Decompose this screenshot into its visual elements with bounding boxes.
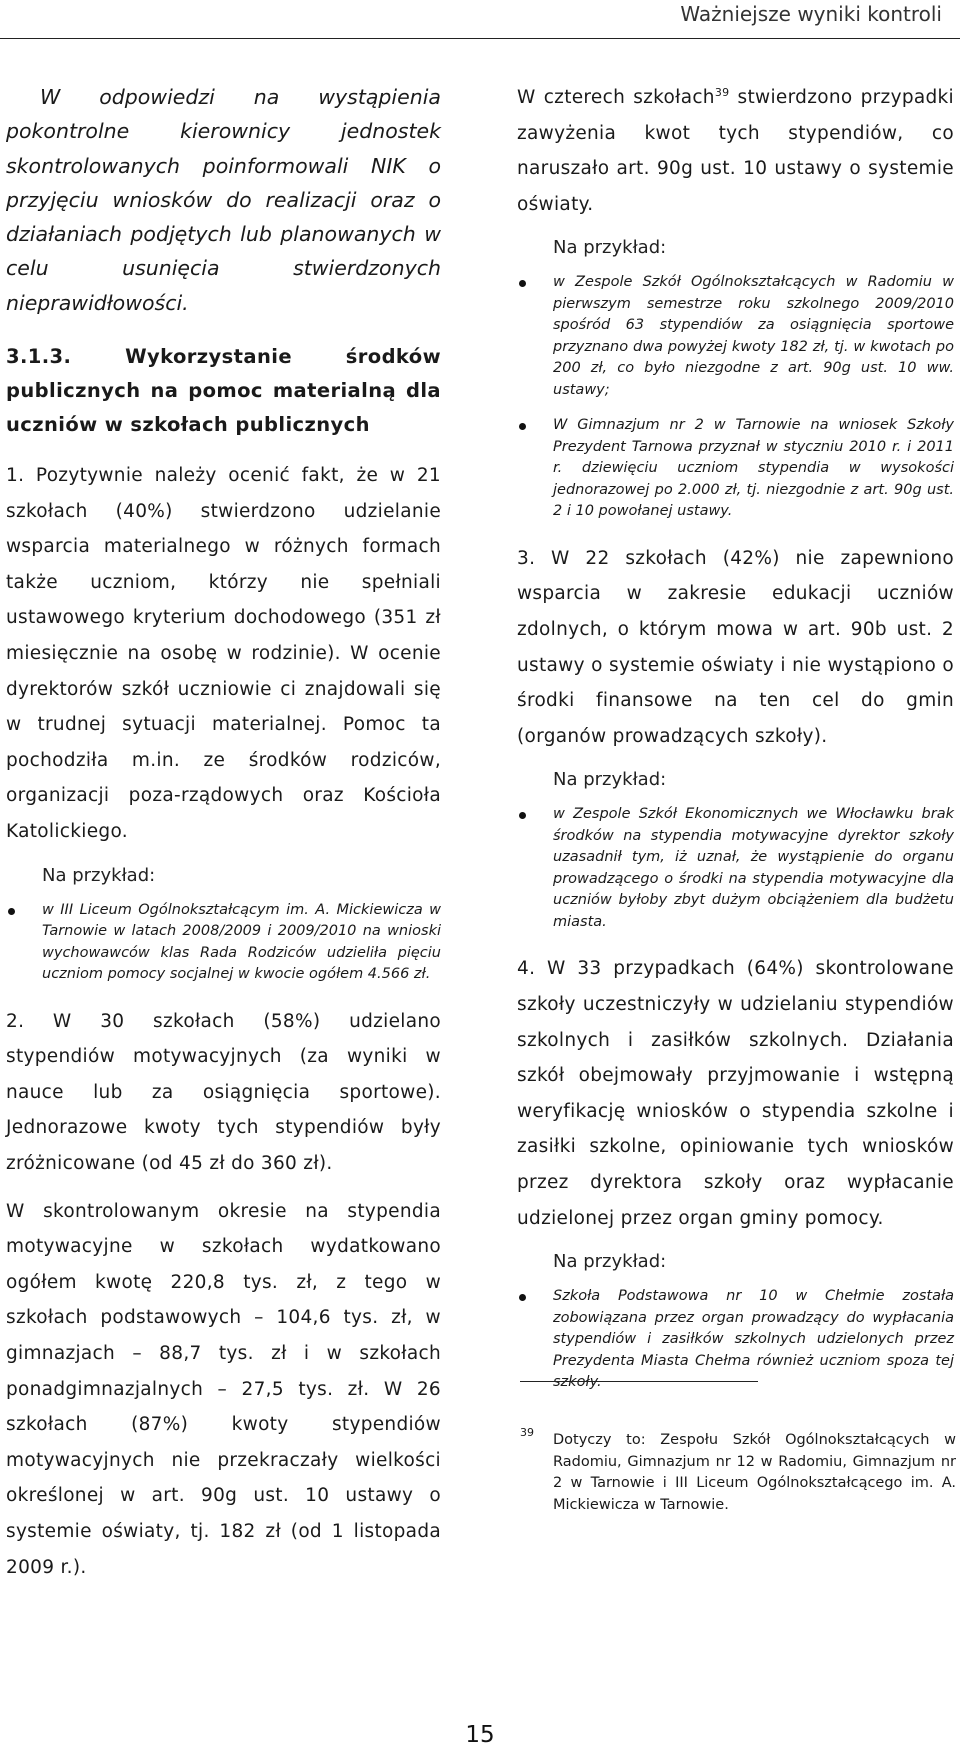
right-column (517, 80, 954, 1412)
footnote-text: Dotyczy to: Zespołu Szkół Ogólnokształcących w Radomiu, Gimnazjum nr 12 w Radomiu, Gimnazjum nr 2 w Tarnowie i III Liceum Ogólnokształcącego im. A. Mickiewicza w Tarnowie. (553, 1432, 956, 1513)
footnote-number: 39 (520, 1426, 534, 1439)
paragraph-4: 3. W 22 szkołach (42%) nie zapewniono wsparcia w zakresie edukacji uczniów zdolnych, o którym mowa w art. 90b ust. 2 ustawy o systemie oświaty i nie wystąpiono o środki finansowe na ten cel do gmin (organów prowadzących szkoły). (517, 547, 954, 747)
bullet-icon (519, 812, 526, 819)
bullet-icon (8, 908, 15, 915)
paragraph-1: 1. Pozytywnie należy ocenić fakt, że w 21 szkołach (40%) stwierdzono udzielanie wsparcia materialnego w różnych formach także uczniom, którzy nie spełniali ustawowego kryterium dochodowego (351 zł miesięcznie na osobę w rodzinie). W ocenie dyrektorów szkół uczniowie ci znajdowali się w trudnej sytuacji materialnej. Pomoc ta pochodziła m.in. ze środków rodziców, organizacji poza-rządowych oraz Kościoła Katolickiego. (6, 465, 441, 843)
example-item (517, 415, 954, 523)
example-list (517, 1286, 954, 1394)
example-item (6, 900, 441, 986)
example-item-text: w III Liceum Ogólnokształcącym im. A. Mickiewicza w Tarnowie w latach 2008/2009 i 2009/2010 na wnioski wychowawców klas Rada Rodziców udzieliła pięciu uczniom pomocy socjalnej w kwocie ogółem 4.566 zł. (42, 901, 441, 983)
lead-paragraph: W odpowiedzi na wystąpienia pokontrolne kierownicy jednostek skontrolowanych poinformowali NIK o przyjęciu wniosków do realizacji oraz o działaniach podjętych lub planowanych w celu usunięcia stwierdzonych nieprawidłowości. (6, 85, 441, 315)
example-list (517, 804, 954, 933)
left-column (6, 80, 441, 1597)
footnote-separator (520, 1381, 758, 1382)
example-item-text: W Gimnazjum nr 2 w Tarnowie na wniosek Szkoły Prezydent Tarnowa przyznał w styczniu 2010 r. i 2011 r. dziewięciu uczniom stypendia w wysokości jednorazowej po 2.000 zł, tj. niezgodnie z art. 90g ust. 2 i 10 powołanej ustawy. (553, 417, 954, 520)
header-rule (0, 38, 960, 39)
example-list (517, 272, 954, 523)
paragraph-2: 2. W 30 szkołach (58%) udzielano stypendiów motywacyjnych (za wyniki w nauce lub za osiągnięcia sportowe). Jednorazowe kwoty tych stypendiów były zróżnicowane (od 45 zł do 360 zł). (6, 1010, 441, 1174)
footnote (520, 1426, 956, 1516)
paragraph-5: 4. W 33 przypadkach (64%) skontrolowane szkoły uczestniczyły w udzielaniu stypendiów szkolnych i zasiłków szkolnych. Działania szkół obejmowały przyjmowanie i wstępną weryfikację wniosków o stypendia szkolne i zasiłki szkolne, opiniowanie tych wniosków przez dyrektora szkoły oraz wypłacanie udzielonej przez organ gminy pomocy. (517, 958, 954, 1229)
bullet-icon (519, 280, 526, 287)
paragraph-3: W skontrolowanym okresie na stypendia motywacyjne w szkołach wydatkowano ogółem kwotę 220,8 tys. zł, z tego w szkołach podstawowych – 104,6 tys. zł, w gimnazjach – 88,7 tys. zł i w szkołach ponadgimnazjalnych – 27,5 tys. zł. W 26 szkołach (87%) kwoty stypendiów motywacyjnych nie przekraczały wielkości określonej w art. 90g ust. 10 ustawy o systemie oświaty, tj. 182 zł (od 1 listopada 2009 r.). (6, 1200, 441, 1578)
example-list (6, 900, 441, 986)
example-label: Na przykład: (553, 769, 667, 791)
example-label: Na przykład: (42, 864, 156, 886)
page-number: 15 (465, 1722, 495, 1748)
bullet-icon (519, 423, 526, 430)
example-item-text: w Zespole Szkół Ekonomicznych we Włocławku brak środków na stypendia motywacyjne dyrektor szkoły uzasadnił tym, iż uznał, że wystąpienie do organu prowadzącego o środki na stypendia motywacyjne dla uczniów byłoby zbyt dużym obciążeniem dla budżetu miasta. (553, 806, 954, 930)
example-item-text: Szkoła Podstawowa nr 10 w Chełmie została zobowiązana przez organ prowadzący do wypłacania stypendiów i zasiłków szkolnych udzielonych przez Prezydenta Miasta Chełma również uczniom spoza tej szkoły. (553, 1288, 954, 1391)
paragraph-intro-start: W czterech szkołach (517, 87, 715, 108)
section-heading: 3.1.3. Wykorzystanie środków publicznych na pomoc materialną dla uczniów w szkołach publicznych (6, 345, 441, 437)
example-label: Na przykład: (553, 237, 667, 259)
footnote-reference[interactable]: 39 (714, 85, 730, 99)
running-header: Ważniejsze wyniki kontroli (680, 2, 942, 26)
example-label: Na przykład: (553, 1251, 667, 1273)
paragraph-intro-end: stwierdzono przypadki zawyżenia kwot tych stypendiów, co naruszało art. 90g ust. 10 ustawy o systemie oświaty. (517, 87, 954, 215)
paragraph-intro (517, 80, 954, 222)
example-item (517, 272, 954, 401)
example-item (517, 804, 954, 933)
example-item (517, 1286, 954, 1394)
example-item-text: w Zespole Szkół Ogólnokształcących w Radomiu w pierwszym semestrze roku szkolnego 2009/2010 spośród 63 stypendiów za osiągnięcia sportowe przyznano dwa powyżej kwoty 182 zł, tj. w kwotach po 200 zł, co było niezgodne z art. 90g ust. 10 ww. ustawy; (553, 274, 954, 398)
bullet-icon (519, 1294, 526, 1301)
